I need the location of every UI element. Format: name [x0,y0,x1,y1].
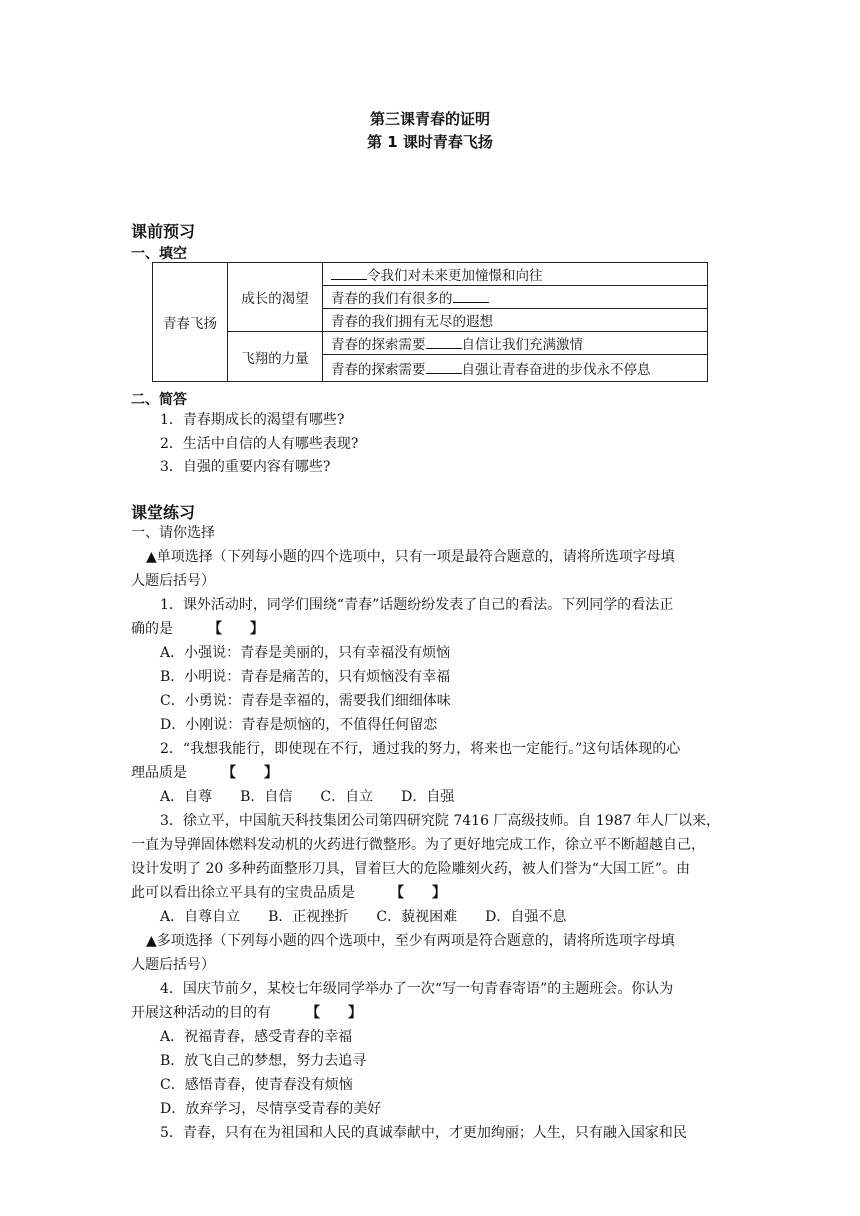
question-2-cont: 理品质是 【 】 [131,765,278,781]
single-choice-intro-cont: 人题后括号） [131,573,215,589]
single-choice-intro: ▲单项选择（下列每小题的四个选项中，只有一项是最符合题意的，请将所选项字母填 [146,549,675,565]
table-row-2: 青春的我们有很多的 [323,286,708,309]
lesson-subtitle: 第 1 课时青春飞扬 [367,133,493,151]
lesson-title: 第三课青春的证明 [369,110,490,128]
short-answer-heading: 二、简答 [131,392,187,408]
answer-bracket[interactable]: 【 】 [397,885,446,901]
q4-option-b: B．放飞自己的梦想，努力去追寻 [160,1053,367,1069]
question-3-line-4: 此可以看出徐立平具有的宝贵品质是 【 】 [131,885,446,901]
q4-option-a: A．祝福青春，感受青春的幸福 [160,1029,353,1045]
q1-option-c: C．小勇说：青春是幸福的，需要我们细细体味 [160,693,451,709]
q4-option-d: D．放弃学习，尽情享受青春的美好 [160,1101,382,1117]
table-row-3: 青春的我们拥有无尽的遐想 [323,309,708,332]
preview-heading: 课前预习 [131,222,196,241]
table-row-5: 青春的探索需要 自强让青春奋进的步伐永不停息 [323,355,708,382]
q3-options: A．自尊自立 B．正视挫折 C．藐视困难 D．自强不息 [160,909,567,925]
answer-bracket[interactable]: 【 】 [215,621,264,637]
answer-bracket[interactable]: 【 】 [229,765,278,781]
short-question-3: 3．自强的重要内容有哪些? [160,459,331,475]
multi-choice-intro: ▲多项选择（下列每小题的四个选项中，至少有两项是符合题意的，请将所选项字母填 [146,933,675,949]
q1-option-d: D．小刚说：青春是烦恼的，不值得任何留恋 [160,717,438,733]
q1-option-a: A．小强说：青春是美丽的，只有幸福没有烦恼 [160,645,451,661]
question-1: 1．课外活动时，同学们围绕“青春”话题纷纷发表了自己的看法。下列同学的看法正 [160,597,674,613]
q1-option-b: B．小明说：青春是痛苦的，只有烦恼没有幸福 [160,669,451,685]
multi-choice-intro-cont: 人题后括号） [131,957,215,973]
answer-blank[interactable] [426,359,462,374]
answer-bracket[interactable]: 【 】 [313,1005,362,1021]
question-3-line-2: 一直为导弹固体燃料发动机的火药进行微整形。为了更好地完成工作，徐立平不断超越自己， [131,837,705,853]
question-1-cont: 确的是 【 】 [131,621,264,637]
question-3-line-3: 设计发明了 20 多种药面整形刀具，冒着巨大的危险雕刻火药，被人们誉为“大国工匠”。由 [131,861,691,877]
fill-heading: 一、填空 [131,246,187,262]
answer-blank[interactable] [453,288,489,303]
answer-blank[interactable] [426,334,462,349]
table-root-cell: 青春飞扬 [153,263,228,382]
question-2: 2．“我想我能行，即使现在不行，通过我的努力，将来也一定能行。”这句话体现的心 [160,741,681,757]
answer-blank[interactable] [331,265,367,280]
q2-options: A．自尊 B．自信 C．自立 D．自强 [160,789,455,805]
table-row-4: 青春的探索需要 自信让我们充满激情 [323,332,708,355]
fill-in-table [152,262,708,382]
choose-heading: 一、请你选择 [131,525,215,541]
practice-heading: 课堂练习 [131,503,196,522]
table-row-1: 令我们对未来更加憧憬和向往 [323,263,708,286]
question-3: 3．徐立平，中国航天科技集团公司第四研究院 7416 厂高级技师。自 1987 年人厂以来， [160,813,720,829]
table-group-power: 飞翔的力量 [228,332,323,382]
short-question-2: 2．生活中自信的人有哪些表现? [160,436,359,452]
q4-option-c: C．感悟青春，使青春没有烦恼 [160,1077,353,1093]
short-question-1: 1．青春期成长的渴望有哪些? [160,412,345,428]
table-group-growth: 成长的渴望 [228,263,323,332]
question-4-cont: 开展这种活动的目的有 【 】 [131,1005,362,1021]
question-4: 4．国庆节前夕，某校七年级同学举办了一次“写一句青春寄语”的主题班会。你认为 [160,981,674,997]
question-5: 5．青春，只有在为祖国和人民的真诚奉献中，才更加绚丽；人生，只有融入国家和民 [160,1125,687,1141]
